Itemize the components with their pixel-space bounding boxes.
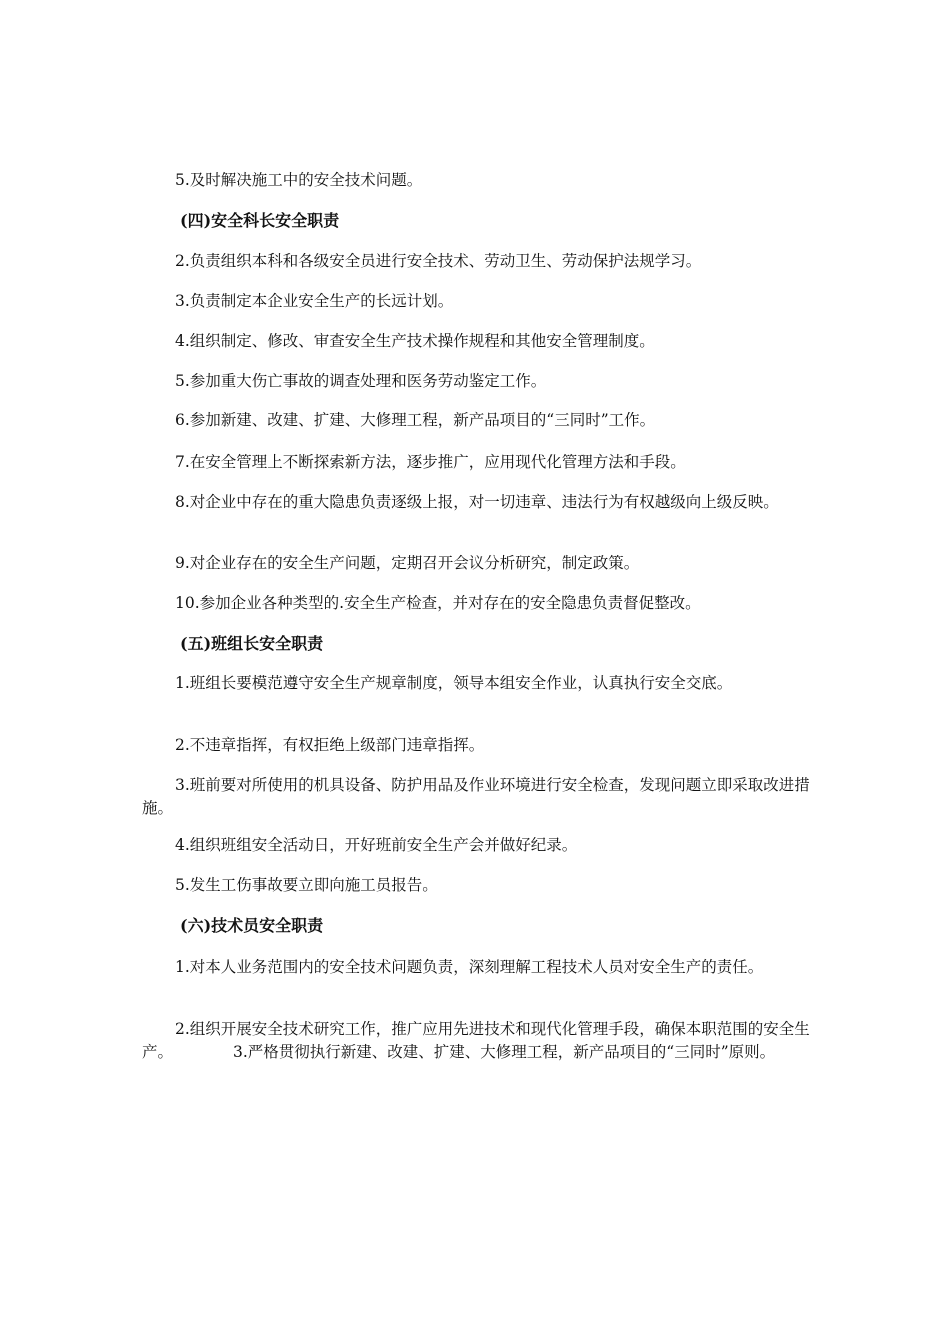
paragraph: 9.对企业存在的安全生产问题，定期召开会议分析研究，制定政策。: [175, 554, 640, 572]
paragraph: 3.班前要对所使用的机具设备、防护用品及作业环境进行安全检查，发现问题立即采取改进措施。: [142, 776, 810, 817]
paragraph-part: 3.严格贯彻执行新建、改建、扩建、大修理工程，新产品项目的“三同时”原则。: [233, 1043, 776, 1061]
section-heading: (四)安全科长安全职责: [180, 211, 340, 230]
paragraph: 8.对企业中存在的重大隐患负责逐级上报，对一切违章、违法行为有权越级向上级反映。: [175, 493, 779, 511]
paragraph: 10.参加企业各种类型的.安全生产检查，并对存在的安全隐患负责督促整改。: [175, 594, 701, 612]
paragraph: 3.负责制定本企业安全生产的长远计划。: [175, 292, 454, 310]
paragraph: 7.在安全管理上不断探索新方法，逐步推广，应用现代化管理方法和手段。: [175, 453, 686, 471]
paragraph: 2.负责组织本科和各级安全员进行安全技术、劳动卫生、劳动保护法规学习。: [175, 252, 702, 270]
paragraph-part: 2.组织开展安全技术研究工作，推广应用先进技术和现代化管理手段，确保本职范围的安全生产。: [142, 1020, 810, 1061]
paragraph: 2.不违章指挥，有权拒绝上级部门违章指挥。: [175, 736, 485, 754]
paragraph: 5.及时解决施工中的安全技术问题。: [175, 171, 423, 189]
paragraph: 6.参加新建、改建、扩建、大修理工程，新产品项目的“三同时”工作。: [175, 411, 656, 429]
paragraph: 1.对本人业务范围内的安全技术问题负责，深刻理解工程技术人员对安全生产的责任。: [175, 958, 764, 976]
paragraph: 1.班组长要模范遵守安全生产规章制度，领导本组安全作业，认真执行安全交底。: [175, 674, 733, 692]
section-heading: (五)班组长安全职责: [180, 634, 324, 653]
paragraph-combined: [142, 1018, 810, 1064]
section-heading: (六)技术员安全职责: [180, 916, 324, 935]
paragraph: 5.发生工伤事故要立即向施工员报告。: [175, 876, 438, 894]
paragraph: 5.参加重大伤亡事故的调查处理和医务劳动鉴定工作。: [175, 372, 547, 390]
paragraph: 4.组织班组安全活动日，开好班前安全生产会并做好纪录。: [175, 836, 578, 854]
paragraph: 4.组织制定、修改、审查安全生产技术操作规程和其他安全管理制度。: [175, 332, 655, 350]
